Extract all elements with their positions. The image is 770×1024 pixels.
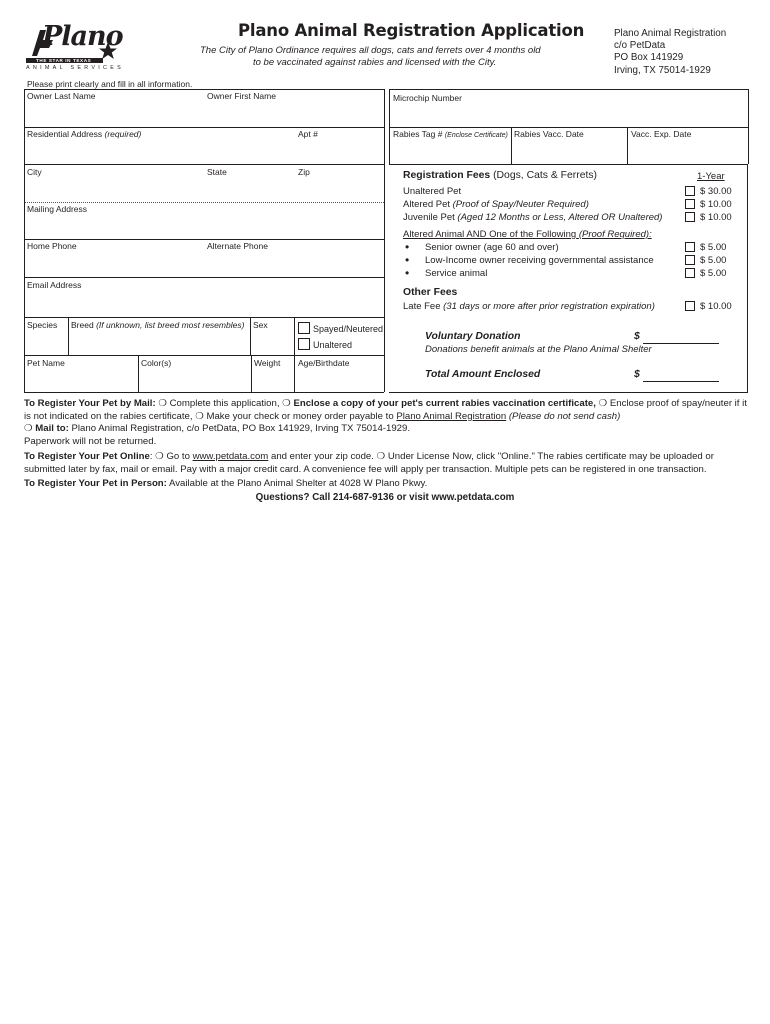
- altered-pet-note: (Proof of Spay/Neuter Required): [452, 199, 589, 210]
- service-animal-price: $ 5.00: [700, 268, 727, 279]
- bullet: •: [405, 240, 410, 254]
- zip-label: Zip: [298, 167, 310, 177]
- late-fee-note: (31 days or more after prior registration expiration): [443, 301, 655, 312]
- mailing-address-block: [614, 28, 726, 77]
- bullet: •: [405, 266, 410, 280]
- mail-step-3b: spay/neuter if it is not indicated on the rabies certificate,: [24, 398, 747, 422]
- late-fee-price: $ 10.00: [700, 301, 732, 312]
- fees-title: Registration Fees: [403, 170, 491, 181]
- online-instructions: To Register Your Pet Online: ❍ Go to www.petdata.com and enter your zip code. ❍ Under License Now, click "Online." The rabies certificate may be uploaded or submitted later by fax, mail or email. Pay with a major credit card. A convenience fee will apply per transaction. Multiple pets can be registered in one transaction.: [24, 451, 714, 475]
- juvenile-pet-note: (Aged 12 Months or Less, Altered OR Unaltered): [457, 212, 663, 223]
- address-line: Plano Animal Registration: [614, 28, 727, 39]
- mailing-address-label: Mailing Address: [27, 204, 88, 214]
- unaltered-label: Unaltered: [313, 340, 353, 350]
- unaltered-pet-checkbox[interactable]: [685, 186, 695, 196]
- in-person-instructions: [24, 478, 752, 491]
- weight-field[interactable]: [252, 369, 293, 391]
- in-person-label: To Register Your Pet in Person:: [24, 478, 167, 489]
- alternate-phone-label: Alternate Phone: [207, 241, 268, 251]
- circle-bullet-icon: ❍: [195, 410, 204, 422]
- mail-instructions: [24, 398, 752, 448]
- circle-bullet-icon: ❍: [282, 398, 291, 409]
- mail-step-2: Enclose a copy of your pet's current rabies vaccination certificate,: [293, 398, 596, 409]
- donation-amount-field[interactable]: [643, 343, 719, 344]
- mail-no-cash-note: (Please do not send cash): [508, 410, 621, 422]
- logo-tagline: THE STAR IN TEXAS: [36, 58, 92, 63]
- alternate-phone-field[interactable]: [205, 252, 383, 276]
- pet-name-label: Pet Name: [27, 358, 65, 368]
- apt-label: Apt #: [298, 129, 318, 139]
- fees-period: 1-Year: [697, 171, 725, 182]
- petdata-link[interactable]: www.petdata.com: [192, 451, 269, 462]
- breed-note: (If unknown, list breed most resembles): [96, 320, 245, 330]
- email-field[interactable]: [25, 291, 383, 316]
- senior-owner-label: Senior owner (age 60 and over): [425, 242, 559, 253]
- juvenile-pet-text: Juvenile Pet: [403, 212, 455, 223]
- address-line: c/o PetData: [614, 40, 666, 52]
- rabies-vacc-date-label: Rabies Vacc. Date: [514, 129, 584, 139]
- altered-pet-price: $ 10.00: [700, 199, 732, 210]
- rabies-tag-text: Rabies Tag #: [393, 129, 443, 139]
- questions-line: Questions? Call 214-687-9136 or visit www.petdata.com: [255, 492, 515, 503]
- juvenile-pet-label: [403, 212, 662, 223]
- state-label: State: [207, 167, 227, 177]
- print-instructions: Please print clearly and fill in all information.: [27, 79, 193, 89]
- circle-bullet-icon: ❍: [24, 423, 33, 435]
- owner-first-name-label: Owner First Name: [207, 91, 276, 101]
- online-step-3: submitted later by fax, mail or email. Pay with a major credit card. A convenience fee will apply per transaction. Multiple pets can be registered in one transaction.: [24, 463, 707, 475]
- address-line: PO Box 141929: [614, 52, 684, 64]
- total-amount-field[interactable]: [643, 381, 719, 382]
- rabies-vacc-date-field[interactable]: [512, 140, 626, 163]
- senior-owner-price: $ 5.00: [700, 242, 727, 253]
- donation-dollar-sign: $: [634, 331, 640, 342]
- microchip-field[interactable]: [390, 104, 747, 126]
- altered-pet-checkbox[interactable]: [685, 199, 695, 209]
- mailing-address-field[interactable]: [25, 215, 383, 238]
- form-title: Plano Animal Registration Application: [238, 21, 585, 40]
- vacc-exp-date-field[interactable]: [628, 140, 747, 163]
- plano-logo: [22, 22, 126, 72]
- service-animal-checkbox[interactable]: [685, 268, 695, 278]
- circle-bullet-icon: ❍: [158, 398, 167, 409]
- enclose-certificate-note: (Enclose Certificate): [444, 132, 508, 139]
- colors-field[interactable]: [139, 369, 250, 391]
- apt-field[interactable]: [296, 140, 383, 163]
- age-birthdate-label: Age/Birthdate: [298, 358, 350, 368]
- weight-label: Weight: [254, 358, 281, 368]
- form-subtitle-line1: The City of Plano Ordinance requires all dogs, cats and ferrets over 4 months old: [200, 45, 541, 56]
- online-step-1: Go to: [166, 451, 190, 462]
- other-fees-heading: Other Fees: [403, 287, 458, 298]
- donation-note: Donations benefit animals at the Plano Animal Shelter: [425, 344, 652, 355]
- circle-bullet-icon: ❍: [376, 451, 386, 462]
- rabies-tag-label: [393, 129, 508, 139]
- service-animal-label: Service animal: [425, 268, 488, 279]
- email-label: Email Address: [27, 280, 82, 290]
- unaltered-pet-price: $ 30.00: [700, 186, 732, 197]
- form-subtitle-line2: to be vaccinated against rabies and licensed with the City.: [253, 57, 497, 68]
- low-income-checkbox[interactable]: [685, 255, 695, 265]
- owner-first-name-field[interactable]: [205, 102, 383, 126]
- home-phone-field[interactable]: [25, 252, 205, 276]
- mail-payee: Plano Animal Registration: [396, 410, 507, 422]
- unaltered-checkbox[interactable]: [298, 338, 310, 350]
- mail-step-3: Enclose proof of: [609, 398, 680, 409]
- vacc-exp-date-label: Vacc. Exp. Date: [631, 129, 692, 139]
- pet-name-field[interactable]: [25, 369, 137, 391]
- low-income-price: $ 5.00: [700, 255, 727, 266]
- mail-to-label: Mail to:: [35, 423, 69, 435]
- total-enclosed-label: Total Amount Enclosed: [425, 369, 541, 380]
- residential-address-text: Residential Address: [27, 129, 103, 139]
- altered-and-text: Altered Animal AND One of the Following: [403, 229, 577, 240]
- in-person-text: Available at the Plano Animal Shelter at 4028 W Plano Pkwy.: [169, 478, 428, 489]
- species-field[interactable]: [25, 331, 67, 354]
- mail-label: To Register Your Pet by Mail:: [24, 398, 156, 409]
- rabies-tag-field[interactable]: [390, 140, 510, 163]
- state-field[interactable]: [205, 178, 295, 201]
- mail-to-address: Plano Animal Registration, c/o PetData, PO Box 141929, Irving TX 75014-1929.: [71, 423, 411, 435]
- online-step-2: Under License Now, click "Online." The rabies certificate may be uploaded or: [387, 451, 714, 462]
- colors-label: Color(s): [141, 358, 172, 368]
- owner-last-name-field[interactable]: [25, 102, 205, 126]
- sex-label: Sex: [253, 320, 268, 330]
- logo-department: ANIMAL SERVICES: [26, 65, 125, 71]
- altered-pet-text: Altered Pet: [403, 199, 450, 210]
- microchip-label: Microchip Number: [393, 93, 462, 103]
- address-line: Irving, TX 75014-1929: [614, 64, 711, 76]
- senior-owner-checkbox[interactable]: [685, 242, 695, 252]
- residential-address-field[interactable]: [25, 140, 295, 163]
- breed-field[interactable]: [69, 331, 249, 354]
- spayed-neutered-label: Spayed/Neutered: [313, 324, 384, 334]
- juvenile-pet-checkbox[interactable]: [685, 212, 695, 222]
- residential-address-label: [27, 129, 141, 139]
- unaltered-pet-label: Unaltered Pet: [403, 186, 462, 197]
- circle-bullet-icon: ❍: [155, 451, 164, 462]
- zip-field[interactable]: [296, 178, 383, 201]
- required-note: (required): [104, 129, 142, 139]
- logo-wordmark: Plano: [42, 21, 123, 52]
- breed-label: [71, 320, 244, 330]
- owner-last-name-label: Owner Last Name: [27, 91, 96, 101]
- mail-step-4: Make your check or money order payable to: [206, 410, 394, 422]
- late-fee-label: [403, 301, 655, 312]
- species-label: Species: [27, 320, 58, 330]
- juvenile-pet-price: $ 10.00: [700, 212, 732, 223]
- online-step-1b: and enter your zip code.: [270, 451, 374, 462]
- city-label: City: [27, 167, 42, 177]
- altered-and-heading: [403, 229, 652, 240]
- low-income-label: Low-Income owner receiving governmental assistance: [425, 255, 654, 266]
- total-dollar-sign: $: [634, 369, 640, 380]
- age-birthdate-field[interactable]: [295, 369, 383, 391]
- fees-heading: [403, 170, 597, 181]
- spayed-neutered-checkbox[interactable]: [298, 322, 310, 334]
- paperwork-note: Paperwork will not be returned.: [24, 435, 157, 447]
- circle-bullet-icon: ❍: [598, 398, 608, 409]
- fees-title-note: (Dogs, Cats & Ferrets): [493, 170, 598, 181]
- late-fee-text: Late Fee: [403, 301, 441, 312]
- late-fee-checkbox[interactable]: [685, 301, 695, 311]
- mail-step-1: Complete this application,: [169, 398, 280, 409]
- sex-field[interactable]: [251, 331, 293, 354]
- home-phone-label: Home Phone: [27, 241, 77, 251]
- altered-pet-label: [403, 199, 589, 210]
- voluntary-donation-label: Voluntary Donation: [425, 331, 521, 342]
- city-field[interactable]: [25, 178, 205, 201]
- online-label: To Register Your Pet Online: [24, 451, 150, 462]
- breed-text: Breed: [71, 320, 94, 330]
- bullet: •: [405, 253, 410, 267]
- proof-required-note: (Proof Required):: [578, 229, 652, 240]
